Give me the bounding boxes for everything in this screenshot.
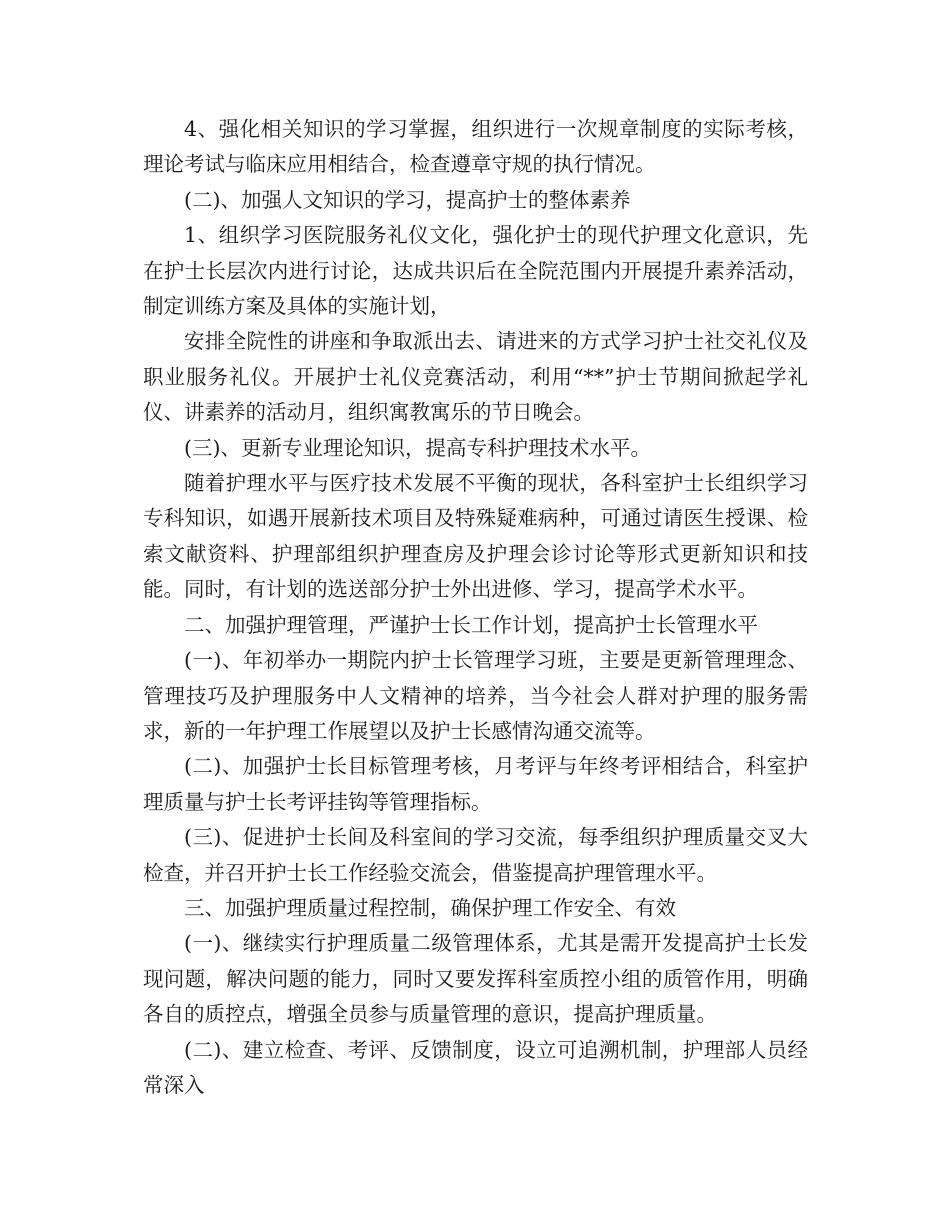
paragraph-3: 1、组织学习医院服务礼仪文化，强化护士的现代护理文化意识，先在护士长层次内进行讨论，达成共识后在全院范围内开展提升素养活动，制定训练方案及具体的实施计划， bbox=[143, 223, 808, 319]
section-heading-11: 三、加强护理质量过程控制，确保护理工作安全、有效 bbox=[184, 895, 676, 920]
section-heading-2: (二)、加强人文知识的学习，提高护士的整体素养 bbox=[184, 187, 631, 212]
section-heading-5: (三)、更新专业理论知识，提高专科护理技术水平。 bbox=[184, 435, 651, 460]
paragraph-4: 安排全院性的讲座和争取派出去、请进来的方式学习护士社交礼仪及职业服务礼仪。开展护士礼仪竞赛活动，利用“**”护士节期间掀起学礼仪、讲素养的活动月，组织寓教寓乐的节日晚会。 bbox=[143, 329, 808, 425]
section-heading-7: 二、加强护理管理，严谨护士长工作计划，提高护士长管理水平 bbox=[184, 612, 758, 637]
paragraph-1: 4、强化相关知识的学习掌握，组织进行一次规章制度的实际考核，理论考试与临床应用相结合，检查遵章守规的执行情况。 bbox=[143, 117, 808, 177]
paragraph-13: (二)、建立检查、考评、反馈制度，设立可追溯机制，护理部人员经常深入 bbox=[143, 1037, 808, 1097]
paragraph-10: (三)、促进护士长间及科室间的学习交流，每季组织护理质量交叉大检查，并召开护士长工作经验交流会，借鉴提高护理管理水平。 bbox=[143, 825, 808, 885]
document-body bbox=[143, 112, 808, 1103]
paragraph-8: (一)、年初举办一期院内护士长管理学习班，主要是更新管理理念、管理技巧及护理服务中人文精神的培养，当今社会人群对护理的服务需求，新的一年护理工作展望以及护士长感情沟通交流等。 bbox=[143, 648, 808, 743]
paragraph-6: 随着护理水平与医疗技术发展不平衡的现状，各科室护士长组织学习专科知识，如遇开展新技术项目及特殊疑难病种，可通过请医生授课、检索文献资料、护理部组织护理查房及护理会诊讨论等形式更新知识和技能。同时，有计划的选送部分护士外出进修、学习，提高学术水平。 bbox=[143, 471, 808, 602]
paragraph-9: (二)、加强护士长目标管理考核，月考评与年终考评相结合，科室护理质量与护士长考评挂钩等管理指标。 bbox=[143, 754, 808, 814]
paragraph-12: (一)、继续实行护理质量二级管理体系，尤其是需开发提高护士长发现问题，解决问题的能力，同时又要发挥科室质控小组的质管作用，明确各自的质控点，增强全员参与质量管理的意识，提高护理质量。 bbox=[143, 931, 808, 1027]
